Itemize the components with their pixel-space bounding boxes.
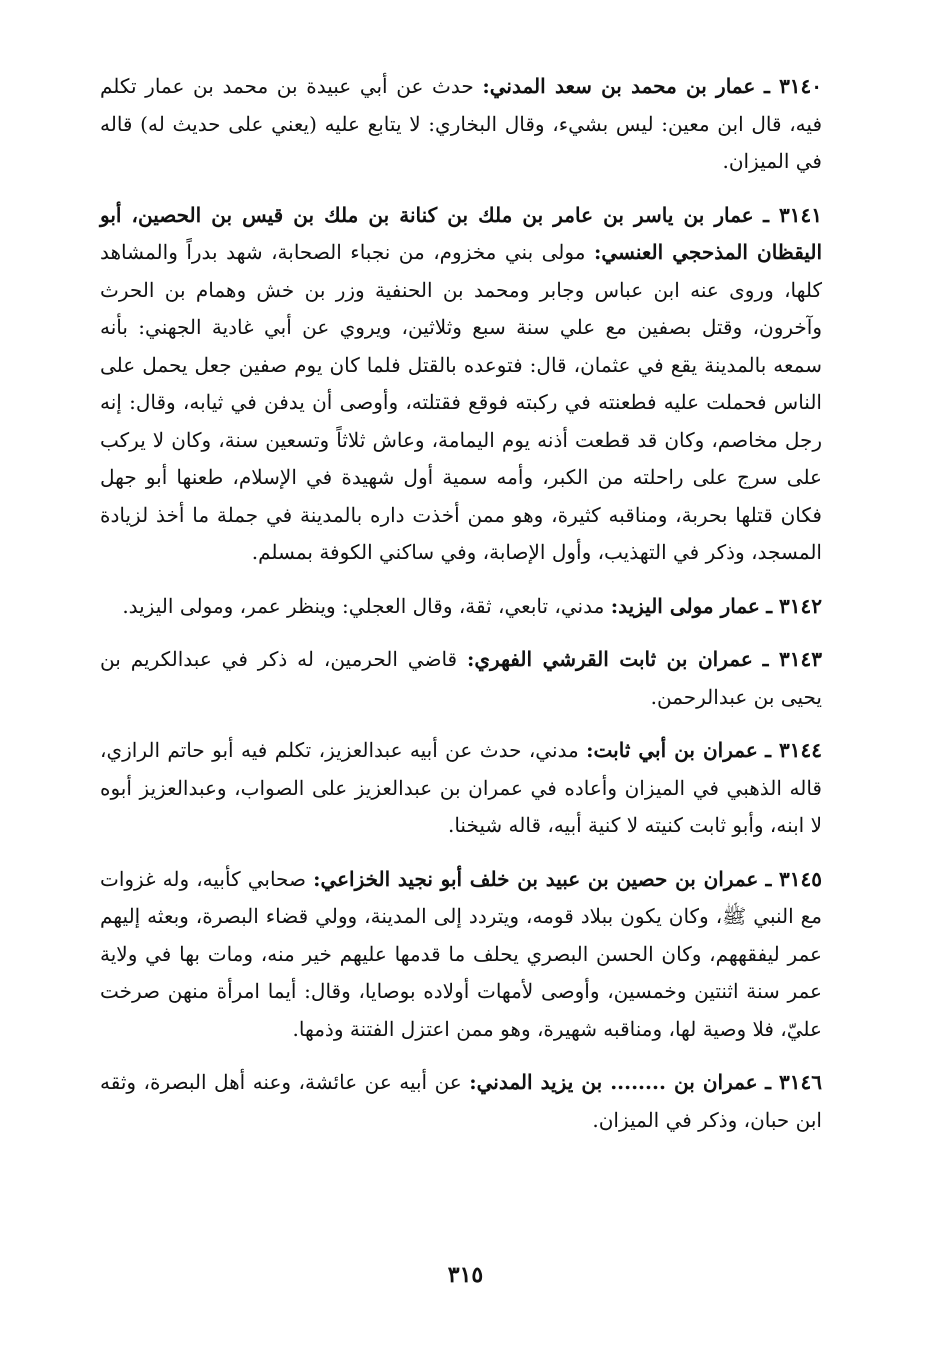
- entry-number: ٣١٤٤ ـ: [765, 738, 823, 762]
- entry-body: مدني، تابعي، ثقة، وقال العجلي: وينظر عمر، ومولى اليزيد.: [122, 593, 605, 618]
- entry-3143: [100, 641, 822, 716]
- entry-3142: [100, 588, 822, 626]
- entry-name: عمران بن ........ بن يزيد المدني:: [469, 1070, 758, 1094]
- entry-body: قاضي الحرمين، له ذكر في عبدالكريم بن يحيى بن عبدالرحمن.: [100, 647, 822, 709]
- entry-name: عمار مولى اليزيد:: [610, 593, 760, 618]
- entry-number: ٣١٤١ ـ: [763, 202, 822, 227]
- entry-number: ٣١٤٣ ـ: [762, 647, 823, 671]
- page-text: [100, 68, 822, 1155]
- entry-number: ٣١٤٦ ـ: [765, 1070, 822, 1094]
- entry-3141: [100, 197, 822, 572]
- entry-number: ٣١٤٥ ـ: [765, 866, 823, 891]
- entry-3145: [100, 861, 822, 1049]
- entry-name: عمار بن ياسر بن عامر بن ملك بن كنانة بن ملك بن قيس بن الحصين، أبو اليقظان المذحجي العنسي:: [100, 202, 822, 264]
- entry-body: عن أبيه عن عائشة، وعنه أهل البصرة، وثقه ابن حبان، وذكر في الميزان.: [100, 1070, 822, 1132]
- entry-3144: [100, 732, 822, 845]
- entry-body: صحابي كأبيه، وله غزوات مع النبي ﷺ، وكان يكون ببلاد قومه، ويتردد إلى المدينة، وولي قضاء البصرة، وبعثه إليهم عمر ليفقههم، وكان الحسن البصري يحلف ما قدمها عليهم خير منه، ومات بها في ولاية عمر سنة اثنتين وخمسين، وأوصى لأمهات أولاده بوصايا، وقال: أيما امرأة منهن صرخت عليّ، فلا وصية لها، ومناقبه شهيرة، وهو ممن اعتزل الفتنة وذمها.: [100, 866, 822, 1041]
- entry-body: مدني، حدث عن أبيه عبدالعزيز، تكلم فيه أبو حاتم الرازي، قاله الذهبي في الميزان وأعاده في عمران بن عبدالعزيز على الصواب، وعبدالعزيز أبوه لا ابنه، وأبو ثابت كنيته لا كنية أبيه، قاله شيخنا.: [100, 738, 822, 837]
- entry-3146: [100, 1064, 822, 1139]
- entry-3140: [100, 68, 822, 181]
- page-number: ٣١٥: [447, 1262, 484, 1288]
- entry-name: عمران بن أبي ثابت:: [586, 738, 758, 762]
- entry-body: حدث عن أبي عبيدة بن محمد بن عمار تكلم فيه، قال ابن معين: ليس بشيء، وقال البخاري: لا يتابع عليه (يعني على حديث له) قاله في الميزان.: [100, 74, 822, 173]
- entry-name: عمار بن محمد بن سعد المدني:: [482, 74, 756, 98]
- entry-number: ٣١٤٢ ـ: [766, 593, 822, 618]
- entry-name: عمران بن حصين بن عبيد بن خلف أبو نجيد الخزاعي:: [313, 866, 759, 891]
- entry-body: مولى بني مخزوم، من نجباء الصحابة، شهد بدراً والمشاهد كلها، وروى عنه ابن عباس وجابر ومحمد بن الحنفية وزر بن خش وهمام بن الحرث وآخرون، وقتل بصفين مع علي سنة سبع وثلاثين، ويروي عن أبي غادية الجهني: بأنه سمعه بالمدينة يقع في عثمان، قال: فتوعده بالقتل فلما كان يوم صفين جعل يحمل على الناس فحملت عليه فطعنته في ركبته فوقع فقتلته، وأوصى أن يدفن في ثيابه، وقال: إنه رجل مخاصم، وكان قد قطعت أذنه يوم اليمامة، وعاش ثلاثاً وتسعين سنة، وكان لا يركب على سرج على راحلته من الكبر، وأمه سمية أول شهيدة في الإسلام، طعنها أبو جهل فكان قتلها بحربة، ومناقبه كثيرة، وهو ممن أخذت داره بالمدينة في جملة ما أخذ لزيادة المسجد، وذكر في التهذيب، وأول الإصابة، وفي ساكني الكوفة بمسلم.: [100, 240, 822, 564]
- entry-number: ٣١٤٠ ـ: [763, 74, 823, 98]
- entry-name: عمران بن ثابت القرشي الفهري:: [467, 647, 753, 671]
